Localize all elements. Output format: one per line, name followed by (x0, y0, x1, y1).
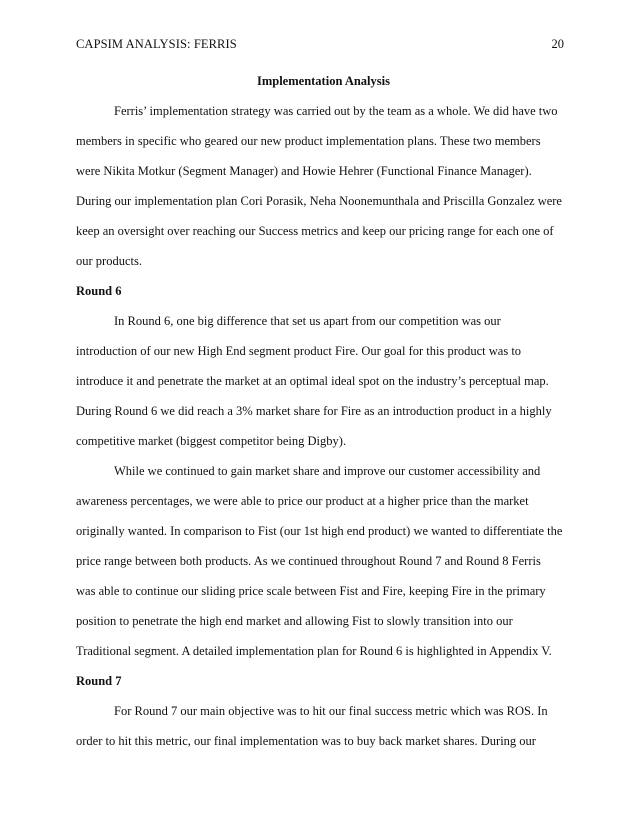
text-line: was able to continue our sliding price scale between Fist and Fire, keeping Fire in the primary (76, 584, 546, 598)
text-line: members in specific who geared our new product implementation plans. These two members (76, 134, 541, 148)
section-title: Implementation Analysis (256, 74, 390, 88)
body-text (76, 66, 571, 756)
section-heading: Round 7 (76, 674, 122, 688)
text-line: position to penetrate the high end market and allowing Fist to slowly transition into our (76, 614, 513, 628)
text-line: awareness percentages, we were able to price our product at a higher price than the market (76, 494, 529, 508)
text-line: While we continued to gain market share and improve our customer accessibility and (114, 464, 541, 478)
text-lines (76, 96, 571, 756)
text-line: Ferris’ implementation strategy was carried out by the team as a whole. We did have two (114, 104, 558, 118)
text-line: Traditional segment. A detailed implementation plan for Round 6 is highlighted in Appendix V. (76, 644, 552, 658)
text-line: In Round 6, one big difference that set us apart from our competition was our (114, 314, 501, 328)
running-head: CAPSIM ANALYSIS: FERRIS (76, 37, 237, 51)
text-line: price range between both products. As we continued throughout Round 7 and Round 8 Ferris (76, 554, 541, 568)
text-line: introduction of our new High End segment product Fire. Our goal for this product was to (76, 344, 522, 358)
page-number: 20 (551, 37, 564, 51)
text-line: our products. (76, 254, 142, 268)
text-line: For Round 7 our main objective was to hit our final success metric which was ROS. In (114, 704, 548, 718)
text-line: were Nikita Motkur (Segment Manager) and Howie Hehrer (Functional Finance Manager). (76, 164, 532, 178)
text-line: order to hit this metric, our final implementation was to buy back market shares. During our (76, 734, 536, 748)
text-line: During our implementation plan Cori Porasik, Neha Noonemunthala and Priscilla Gonzalez were (76, 194, 562, 208)
text-line: competitive market (biggest competitor being Digby). (76, 434, 347, 448)
text-line: originally wanted. In comparison to Fist (our 1st high end product) we wanted to differentiate the (76, 524, 563, 538)
text-line: keep an oversight over reaching our Success metrics and keep our pricing range for each one of (76, 224, 554, 238)
text-line: During Round 6 we did reach a 3% market share for Fire as an introduction product in a highly (76, 404, 552, 418)
text-line: introduce it and penetrate the market at an optimal ideal spot on the industry’s perceptual map. (76, 374, 549, 388)
page-header (76, 36, 564, 52)
section-heading: Round 6 (76, 284, 122, 298)
